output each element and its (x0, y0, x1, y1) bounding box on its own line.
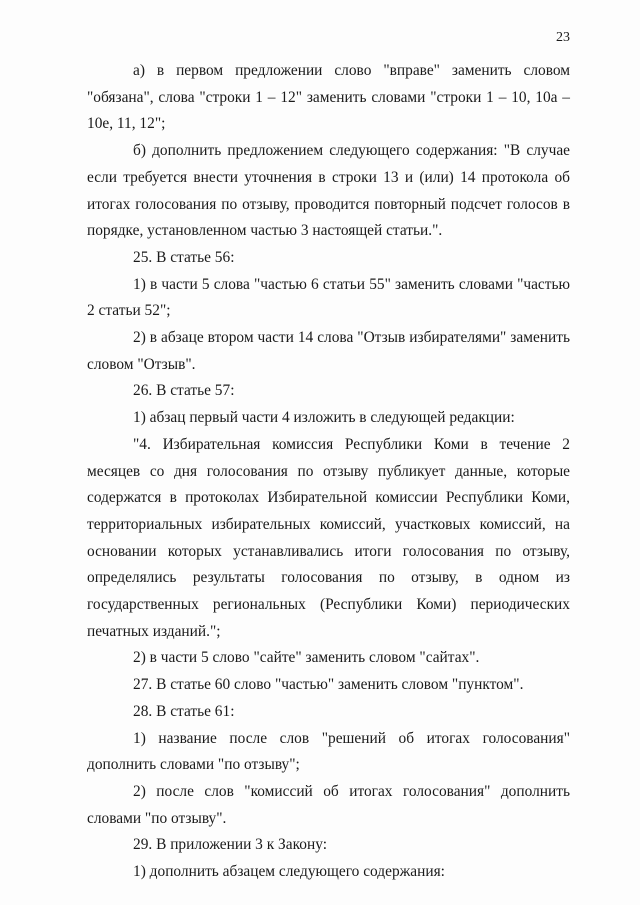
item-26-heading: 26. В статье 57: (133, 382, 235, 400)
paragraph-b-add-sentence: б) дополнить предложением следующего содержания: "В случае если требуется внести уточнения в строки 13 и (или) 14 протокола об итогах голосования по отзыву, проводится повторный подсчет голосов в порядке, установленном частью 3 настоящей статьи.". (87, 142, 570, 240)
item-26-quoted-part-4: "4. Избирательная комиссия Республики Коми в течение 2 месяцев со дня голосования по отзыву публикует данные, которые содержатся в протоколах Избирательной комиссии Республики Коми, территориальных избирательных комиссий, участковых комиссий, на основании которых устанавливались итоги голосования по отзыву, определялись результаты голосования по отзыву, в одном из государственных региональных (Республики Коми) периодических печатных изданий."; (87, 435, 570, 640)
item-29-heading: 29. В приложении 3 к Закону: (133, 836, 327, 854)
item-29-sub-1: 1) дополнить абзацем следующего содержания: (133, 863, 445, 881)
item-25-sub-2: 2) в абзаце втором части 14 слова "Отзыв избирателями" заменить словом "Отзыв". (87, 329, 570, 373)
item-28-sub-1: 1) название после слов "решений об итогах голосования" дополнить словами "по отзыву"; (87, 729, 570, 774)
item-28-heading: 28. В статье 61: (133, 702, 235, 720)
item-25-heading: 25. В статье 56: (133, 248, 235, 266)
paragraph-a-first-sentence: а) в первом предложении слово "вправе" заменить словом "обязана", слова "строки 1 – 12" заменить словами "строки 1 – 10, 10а – 10е, 11, 12"; (87, 62, 570, 133)
item-26-sub-1: 1) абзац первый части 4 изложить в следующей редакции: (133, 409, 515, 427)
item-28-sub-2: 2) после слов "комиссий об итогах голосования" дополнить словами "по отзыву". (87, 782, 570, 827)
page-number: 23 (556, 30, 570, 45)
item-26-sub-2: 2) в части 5 слово "сайте" заменить словом "сайтах". (133, 649, 480, 667)
item-27: 27. В статье 60 слово "частью" заменить словом "пунктом". (133, 676, 524, 694)
document-body (87, 58, 570, 886)
item-25-sub-1: 1) в части 5 слова "частью 6 статьи 55" заменить словами "частью 2 статьи 52"; (87, 275, 570, 320)
